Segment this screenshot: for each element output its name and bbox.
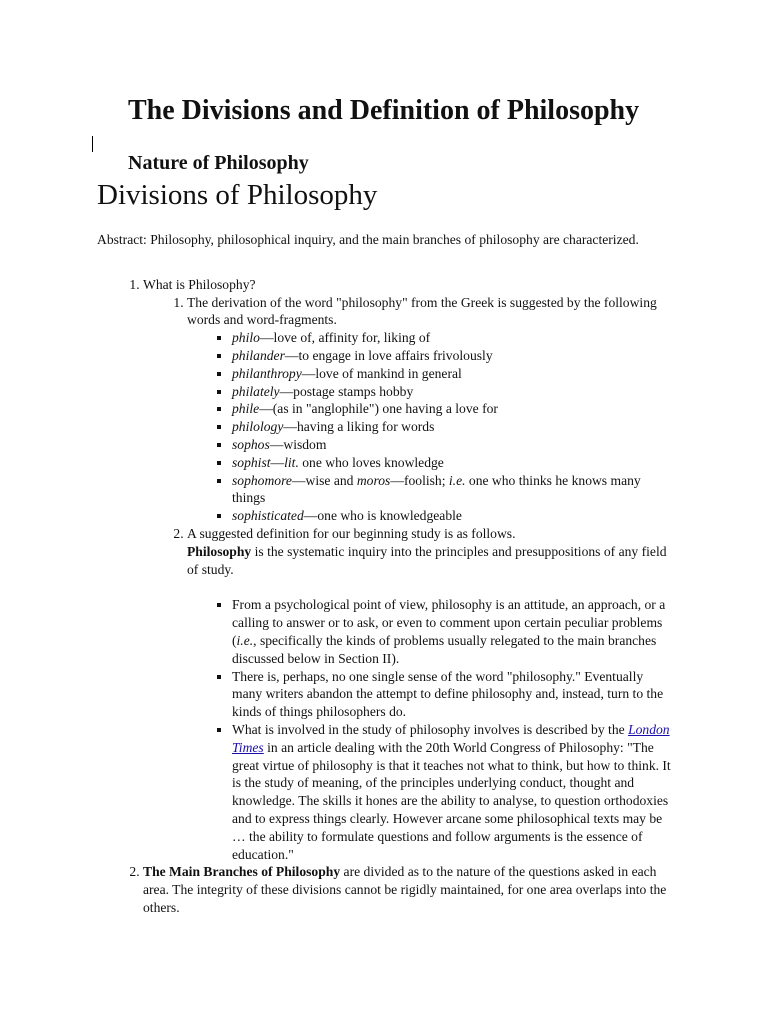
- definition-bullets: [187, 596, 672, 863]
- main-branches-text: are divided as to the nature of the questions asked in each area. The integrity of these divisions cannot be rigidly maintained, for one area overlaps into the others.: [143, 864, 667, 915]
- definition-intro: A suggested definition for our beginning study is as follows.: [187, 525, 516, 541]
- section-heading: Divisions of Philosophy: [97, 179, 378, 211]
- list-item: ▪ philanthropy—love of mankind in general: [232, 365, 672, 383]
- london-times-link[interactable]: London Times: [232, 721, 670, 755]
- list-item: ▪ sophomore—wise and moros—foolish; i.e. one who thinks he knows many things: [232, 472, 672, 508]
- list-item: ▪ philology—having a liking for words: [232, 418, 672, 436]
- list-item: ▪ sophist—lit. one who loves knowledge: [232, 454, 672, 472]
- definition-item: [187, 525, 672, 863]
- sub-list: [143, 294, 672, 864]
- list-item: ▪ What is involved in the study of philosophy involves is described by the London Times in an article dealing with the 20th World Congress of Philosophy: "The great virtue of philosophy is that it teaches not what to think, but how to think. It is the study of meaning, of the principles underlying conduct, thought and knowledge. The skills it hones are the ability to analyse, to question orthodoxies and to express things clearly. However arcane some philosophical texts may be … the ability to formulate questions and follow arguments is the essence of education.": [232, 721, 672, 863]
- list-item: ▪ philo—love of, affinity for, liking of: [232, 329, 672, 347]
- list-item: ▪ philately—postage stamps hobby: [232, 383, 672, 401]
- list-item-label: What is Philosophy?: [143, 276, 256, 292]
- list-item: ▪ philander—to engage in love affairs frivolously: [232, 347, 672, 365]
- list-item: ▪ There is, perhaps, no one single sense of the word "philosophy." Eventually many writers abandon the attempt to define philosophy and, instead, turn to the kinds of things philosophers do.: [232, 668, 672, 721]
- text-cursor: [92, 136, 93, 152]
- definition-term: Philosophy: [187, 543, 252, 559]
- main-branches-term: The Main Branches of Philosophy: [143, 864, 341, 880]
- derivation-text: The derivation of the word "philosophy" from the Greek is suggested by the following words and word-fragments.: [187, 294, 657, 328]
- list-item: ▪ From a psychological point of view, philosophy is an attitude, an approach, or a calling to answer or to ask, or even to comment upon certain peculiar problems (i.e., specifically the kinds of problems usually relegated to the main branches discussed below in Section II).: [232, 596, 672, 667]
- document-subtitle: Nature of Philosophy: [128, 152, 309, 174]
- abstract-paragraph: Abstract: Philosophy, philosophical inquiry, and the main branches of philosophy are characterized.: [97, 232, 639, 247]
- document-title: The Divisions and Definition of Philosophy: [128, 95, 640, 126]
- derivation-item: [187, 294, 672, 525]
- list-item: ▪ phile—(as in "anglophile") one having a love for: [232, 400, 672, 418]
- main-list: [97, 276, 672, 917]
- list-item-what-is-philosophy: [143, 276, 672, 864]
- list-item: ▪ sophos—wisdom: [232, 436, 672, 454]
- definition-text: is the systematic inquiry into the principles and presuppositions of any field of study.: [187, 543, 667, 577]
- document-body: [97, 231, 672, 917]
- list-item-main-branches: [143, 863, 672, 916]
- list-item: ▪ sophisticated—one who is knowledgeable: [232, 507, 672, 525]
- word-fragment-list: [187, 329, 672, 525]
